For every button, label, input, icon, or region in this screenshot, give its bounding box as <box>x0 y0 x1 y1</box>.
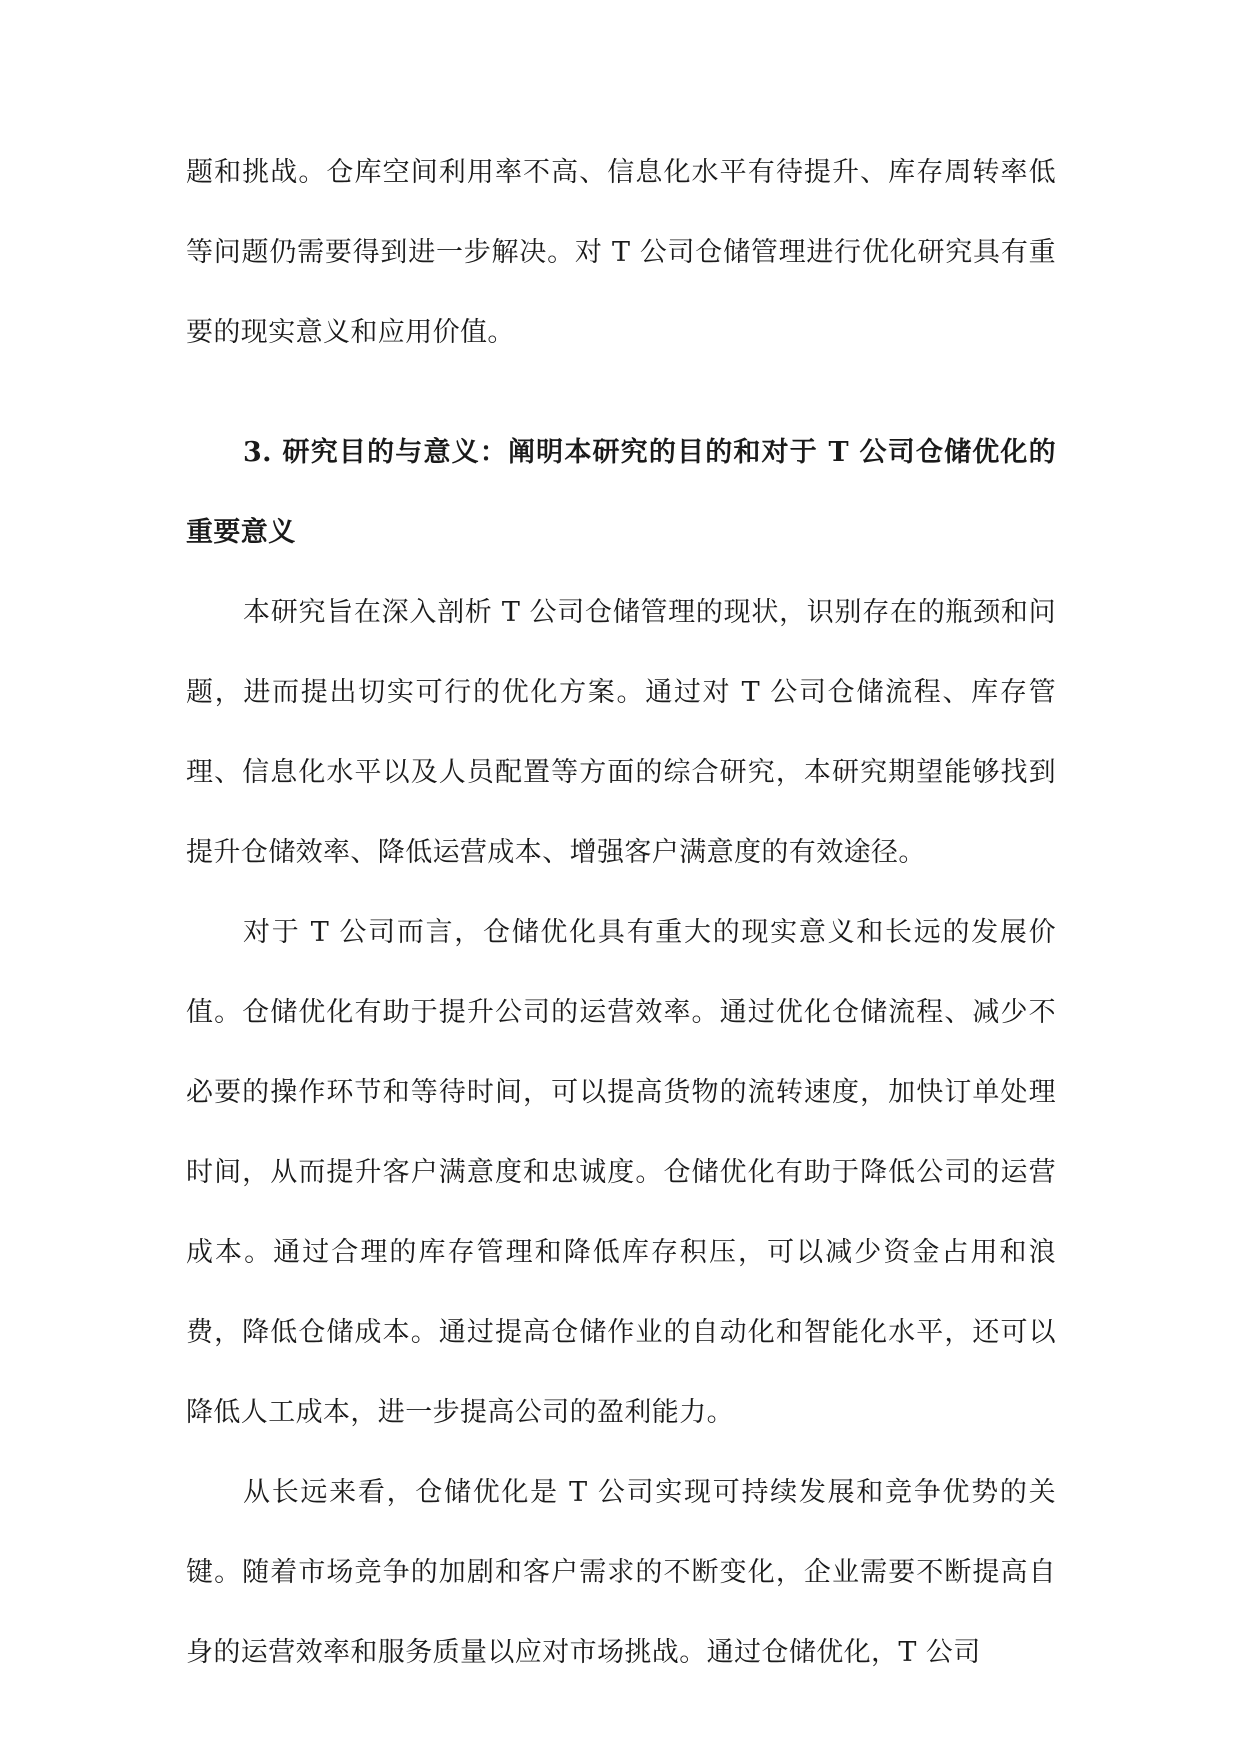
document-page <box>186 133 1056 1693</box>
paragraph-significance: 对于 T 公司而言，仓储优化具有重大的现实意义和长远的发展价值。仓储优化有助于提升公司的运营效率。通过优化仓储流程、减少不必要的操作环节和等待时间，可以提高货物的流转速度，加快订单处理时间，从而提升客户满意度和忠诚度。仓储优化有助于降低公司的运营成本。通过合理的库存管理和降低库存积压，可以减少资金占用和浪费，降低仓储成本。通过提高仓储作业的自动化和智能化水平，还可以降低人工成本，进一步提高公司的盈利能力。 <box>186 917 1056 1428</box>
section-heading: 3. 研究目的与意义：阐明本研究的目的和对于 T 公司仓储优化的重要意义 <box>186 437 1056 548</box>
paragraph-research-purpose: 本研究旨在深入剖析 T 公司仓储管理的现状，识别存在的瓶颈和问题，进而提出切实可行的优化方案。通过对 T 公司仓储流程、库存管理、信息化水平以及人员配置等方面的综合研究，本研究期望能够找到提升仓储效率、降低运营成本、增强客户满意度的有效途径。 <box>186 597 1056 868</box>
paragraph-continuation: 题和挑战。仓库空间利用率不高、信息化水平有待提升、库存周转率低等问题仍需要得到进一步解决。对 T 公司仓储管理进行优化研究具有重要的现实意义和应用价值。 <box>186 157 1056 348</box>
paragraph-long-term: 从长远来看，仓储优化是 T 公司实现可持续发展和竞争优势的关键。随着市场竞争的加剧和客户需求的不断变化，企业需要不断提高自身的运营效率和服务质量以应对市场挑战。通过仓储优化，T 公司 <box>186 1477 1056 1668</box>
